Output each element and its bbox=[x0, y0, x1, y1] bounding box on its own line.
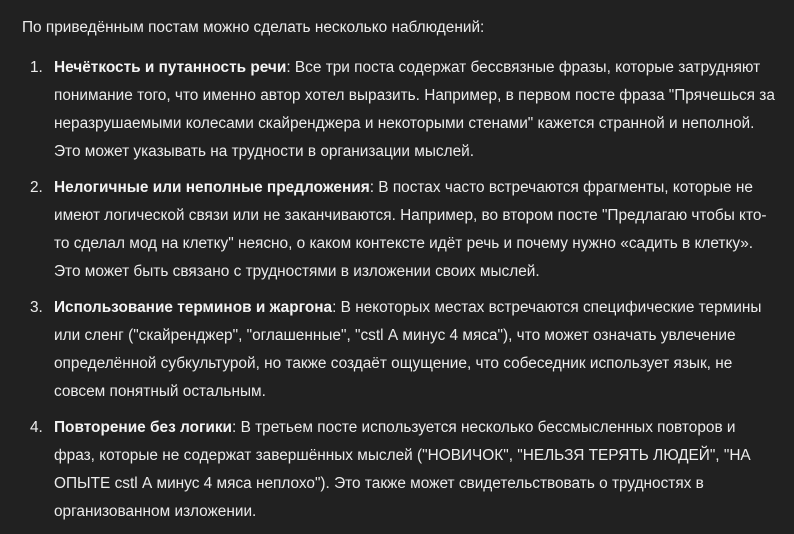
list-item-text: Все три поста содержат бессвязные фразы, которые затрудняют понимание того, что именно автор хотел выразить. Например, в первом посте фраза "Прячешься за неразрушаемыми колесами скайренджера и некоторыми стенами" кажется странной и неполной. Это может указывать на трудности в организации мыслей. bbox=[54, 59, 775, 160]
list-item bbox=[22, 414, 776, 526]
list-item-title: Нелогичные или неполные предложения bbox=[54, 179, 370, 196]
list-item bbox=[22, 294, 776, 406]
list-item-title: Использование терминов и жаргона bbox=[54, 299, 333, 316]
list-item-text: В третьем посте используется несколько бессмысленных повторов и фраз, которые не содержат завершённых мыслей ("НОВИЧОК", "НЕЛЬЗЯ ТЕРЯТЬ ЛЮДЕЙ", "НА ОПЫТЕ cstl А минус 4 мяса неплохо"). Это также может свидетельствовать о трудностях в организованном изложении. bbox=[54, 419, 751, 520]
list-item-number: 2. bbox=[30, 179, 43, 196]
list-item-separator: : bbox=[369, 179, 375, 196]
list-item-number: 4. bbox=[30, 419, 43, 436]
list-item-separator: : bbox=[232, 419, 237, 436]
list-item-separator: : bbox=[286, 59, 291, 76]
list-item-number: 1. bbox=[30, 59, 43, 76]
list-item-title: Нечёткость и путанность речи bbox=[54, 59, 287, 76]
observation-list bbox=[22, 54, 776, 526]
list-item-title: Повторение без логики bbox=[54, 419, 233, 436]
list-item-separator: : bbox=[332, 299, 337, 316]
message-intro: По приведённым постам можно сделать несколько наблюдений: bbox=[22, 19, 485, 36]
list-item bbox=[22, 54, 776, 166]
list-item bbox=[22, 174, 776, 286]
list-item-number: 3. bbox=[30, 299, 43, 316]
list-item-text: В некоторых местах встречаются специфические термины или сленг ("скайренджер", "оглашенные", "cstl А минус 4 мяса"), что может означать увлечение определённой субкультурой, но также создаёт ощущение, что собеседник использует язык, не совсем понятный остальным. bbox=[54, 299, 762, 400]
list-item-text: В постах часто встречаются фрагменты, которые не имеют логической связи или не заканчиваются. Например, во втором посте "Предлагаю чтобы кто-то сделал мод на клетку" неясно, о каком контексте идёт речь и почему нужно «садить в клетку». Это может быть связано с трудностями в изложении своих мыслей. bbox=[54, 179, 767, 280]
